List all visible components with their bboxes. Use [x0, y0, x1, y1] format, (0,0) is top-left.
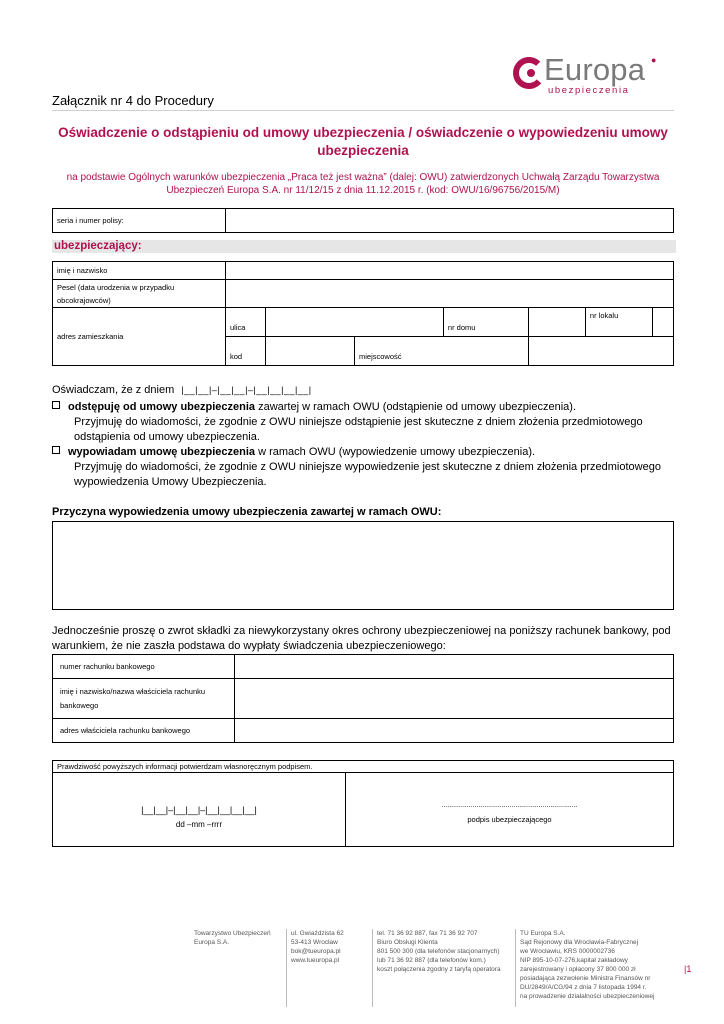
page-number: |1: [684, 964, 692, 974]
reason-textarea[interactable]: [52, 521, 674, 610]
policy-number-label: seria i numer polisy:: [53, 209, 226, 233]
owner-address-label: adres właściciela rachunku bankowego: [53, 719, 235, 743]
company-logo: [512, 56, 546, 90]
street-field[interactable]: [266, 308, 444, 337]
pesel-label: Pesel (data urodzenia w przypadku obcokrajowców): [53, 280, 226, 308]
footer-divider: [372, 929, 373, 1007]
option-termination: wypowiadam umowę ubezpieczenia w ramach OWU (wypowiedzenie umowy ubezpieczenia).: [52, 445, 674, 460]
divider: [52, 110, 674, 111]
logo-text: Europa: [544, 52, 646, 87]
bank-table: [52, 654, 674, 743]
signature-label: podpis ubezpieczającego: [467, 814, 552, 824]
postcode-field[interactable]: [266, 337, 355, 366]
signature-date-cells[interactable]: |__|__|–|__|__|–|__|__|__|__|: [141, 804, 257, 815]
signature-cell[interactable]: [346, 773, 674, 847]
house-no-label: nr domu: [443, 308, 528, 337]
flat-no-field[interactable]: [652, 308, 673, 337]
termination-checkbox[interactable]: [52, 446, 60, 454]
option-withdrawal: odstępuję od umowy ubezpieczenia zawartej w ramach OWU (odstąpienie od umowy ubezpieczenia).: [52, 400, 674, 415]
footer-address: ul. Gwiaździsta 62 53-413 Wrocław bok@tueuropa.pl www.tueuropa.pl: [291, 930, 344, 964]
account-field[interactable]: [235, 655, 674, 679]
annex-label: Załącznik nr 4 do Procedury: [52, 93, 214, 108]
refund-text: Jednocześnie proszę o zwrot składki za niewykorzystany okres ochrony ubezpieczeniowej na poniższy rachunek bankowy, pod warunkiem, że nie zaszła podstawa do wypłaty świadczenia ubezpieczeniowego:: [52, 625, 671, 652]
page-subtitle: na podstawie Ogólnych warunków ubezpieczenia „Praca też jest ważna” (dalej: OWU) zatwierdzonych Uchwałą Zarządu Towarzystwa Ubezpieczeń Europa S.A. nr 11/12/15 z dnia 11.12.2015 r. (kod: OWU/16/96756/2015/M): [66, 172, 660, 196]
owner-address-field[interactable]: [235, 719, 674, 743]
street-label: ulica: [226, 308, 266, 337]
declaration-date: Oświadczam, że z dniem |__|__|–|__|__|–|__|__|__|__|: [52, 384, 312, 396]
address-label: adres zamieszkania: [53, 308, 226, 366]
house-no-field[interactable]: [528, 308, 585, 337]
logo-star-icon: ●: [651, 55, 657, 65]
withdrawal-checkbox[interactable]: [52, 401, 60, 409]
flat-no-label: nr lokalu: [585, 308, 652, 337]
signature-dots: ......................................................................: [441, 801, 578, 809]
footer-legal: TU Europa S.A. Sąd Rejonowy dla Wrocławia-Fabrycznej we Wrocławiu, KRS 0000002736 NIP 895-10-07-276,kapitał zakładowy zarejestrowany i opłacony 37 800 000 zł posiadająca zezwolenie Ministra Finansów nr DU/2849/A/CG/94 z dnia 7 listopada 1994 r. na prowadzenie działalności ubezpieczeniowej: [520, 930, 655, 1000]
logo-subtitle: ubezpieczenia: [548, 85, 630, 96]
city-label: miejscowość: [355, 337, 529, 366]
withdrawal-note: Przyjmuję do wiadomości, że zgodnie z OWU niniejsze odstąpienie jest skuteczne z dniem złożenia przedmiotowego odstąpienia od umowy ubezpieczenia.: [74, 416, 643, 443]
signature-date-hint: dd –mm –rrrr: [175, 819, 223, 829]
pesel-field[interactable]: [226, 280, 674, 308]
owner-field[interactable]: [235, 679, 674, 719]
signature-date-cell: [53, 773, 346, 847]
postcode-label: kod: [226, 337, 266, 366]
name-label: imię i nazwisko: [53, 262, 226, 280]
page-title: Oświadczenie o odstąpieniu od umowy ubezpieczenia / oświadczenie o wypowiedzeniu umowy ubezpieczenia: [58, 125, 668, 158]
signature-table: [52, 760, 674, 847]
name-field[interactable]: [226, 262, 674, 280]
footer-divider: [515, 929, 516, 1007]
city-field[interactable]: [528, 337, 673, 366]
owner-label: imię i nazwisko/nazwa właściciela rachunku bankowego: [53, 679, 235, 719]
policy-number-field[interactable]: [226, 209, 674, 233]
footer-company: Towarzystwo Ubezpieczeń Europa S.A.: [194, 930, 271, 946]
declaration-date-cells[interactable]: |__|__|–|__|__|–|__|__|__|__|: [181, 385, 312, 395]
insured-table: [52, 261, 674, 366]
footer-divider: [286, 929, 287, 1007]
policy-table: [52, 208, 674, 233]
signature-header: Prawdziwość powyższych informacji potwierdzam własnoręcznym podpisem.: [53, 761, 674, 773]
account-label: numer rachunku bankowego: [53, 655, 235, 679]
reason-label: Przyczyna wypowiedzenia umowy ubezpieczenia zawartej w ramach OWU:: [52, 506, 442, 518]
section-insured: ubezpieczający:: [52, 240, 676, 253]
footer-contact: tel. 71 36 92 887, fax 71 36 92 707 Biuro Obsługi Klienta 801 500 300 (dla telefonów stacjonarnych) lub 71 36 92 887 (dla telefonów kom.) koszt połączenia zgodny z taryfą operatora: [377, 930, 501, 973]
termination-note: Przyjmuję do wiadomości, że zgodnie z OWU niniejsze wypowiedzenie jest skuteczne z dniem złożenia przedmiotowego wypowiedzenia Umowy Ubezpieczenia.: [74, 461, 661, 488]
